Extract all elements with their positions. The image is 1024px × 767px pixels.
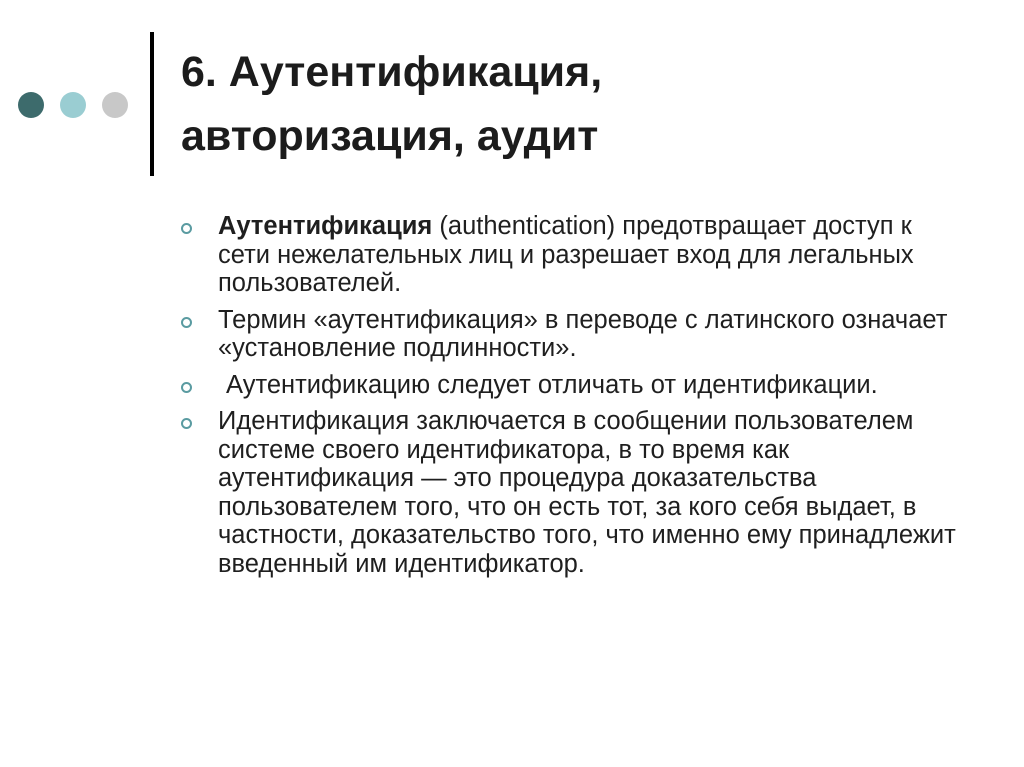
title-divider bbox=[150, 32, 154, 176]
decorative-dots bbox=[18, 92, 130, 120]
bullet-text: Термин «аутентификация» в переводе с латинского означает «установление подлинности». bbox=[218, 305, 948, 362]
slide-title bbox=[181, 40, 981, 168]
title-line-2: авторизация, аудит bbox=[181, 112, 599, 160]
bullet-item bbox=[178, 407, 958, 578]
bullet-item bbox=[178, 371, 958, 400]
bullet-body: (authentication) предотвращает доступ к сети нежелательных лиц и разрешает вход для легальных пользователей. bbox=[218, 212, 914, 297]
title-line-1: 6. Аутентификация, bbox=[181, 48, 603, 96]
bullet-bold-term: Аутентификация bbox=[218, 212, 433, 240]
dot-teal-icon bbox=[60, 92, 86, 118]
bullet-text bbox=[218, 212, 914, 297]
dot-gray-icon bbox=[102, 92, 128, 118]
bullet-text: Идентификация заключается в сообщении пользователем системе своего идентификатора, в то время как аутентификация — это процедура доказательства пользователем того, что он есть тот, за кого себя выдает, в частности, доказательство того, что именно ему принадлежит введенный им идентификатор. bbox=[218, 407, 956, 578]
ring-bullet-icon bbox=[181, 382, 192, 393]
ring-bullet-icon bbox=[181, 418, 192, 429]
bullet-item bbox=[178, 306, 958, 363]
dot-dark-icon bbox=[18, 92, 44, 118]
ring-bullet-icon bbox=[181, 317, 192, 328]
bullet-list bbox=[178, 212, 958, 586]
ring-bullet-icon bbox=[181, 223, 192, 234]
bullet-text: Аутентификацию следует отличать от идентификации. bbox=[226, 370, 878, 399]
bullet-item bbox=[178, 212, 958, 298]
